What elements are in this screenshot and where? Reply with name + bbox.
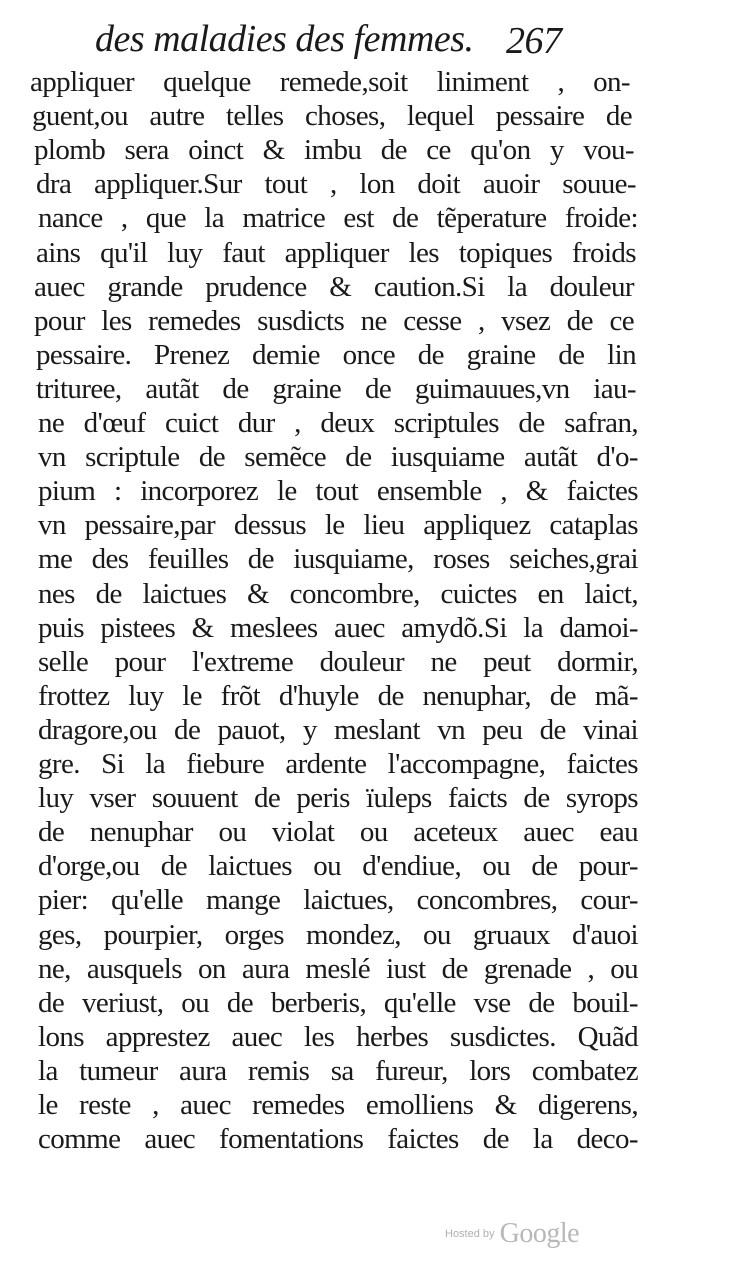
text-line: vn scriptule de semẽce de iusquiame autãt d'o-	[38, 441, 638, 474]
text-line: ains qu'il luy faut appliquer les topiques froids	[36, 236, 636, 269]
watermark-prefix: Hosted by	[445, 1228, 495, 1240]
text-line: pour les remedes susdicts ne cesse , vsez de ce	[34, 304, 634, 337]
page-number: 267	[506, 20, 562, 62]
text-line: selle pour l'extreme douleur ne peut dormir,	[38, 645, 638, 678]
text-line: nes de laictues & concombre, cuictes en laict,	[38, 577, 638, 610]
text-line: dra appliquer.Sur tout , lon doit auoir souue-	[36, 168, 636, 201]
text-line: nance , que la matrice est de tẽperature froide:	[38, 202, 638, 235]
text-line: auec grande prudence & caution.Si la douleur	[34, 270, 634, 303]
text-line: appliquer quelque remede,soit liniment , on-	[30, 66, 630, 98]
text-line: gre. Si la fiebure ardente l'accompagne, faictes	[38, 748, 638, 780]
text-line: pier: qu'elle mange laictues, concombres, cour-	[38, 884, 638, 917]
text-line: pessaire. Prenez demie once de graine de lin	[36, 338, 636, 371]
text-line: lons apprestez auec les herbes susdictes. Quãd	[38, 1020, 638, 1053]
text-line: vn pessaire,par dessus le lieu appliquez cataplas	[38, 509, 638, 542]
text-line: puis pistees & meslees auec amydõ.Si la damoi-	[38, 611, 638, 644]
text-line: la tumeur aura remis sa fureur, lors combatez	[38, 1054, 638, 1087]
google-logo-icon: Google	[499, 1218, 580, 1249]
text-line: d'orge,ou de laictues ou d'endiue, ou de pour-	[38, 850, 638, 883]
google-watermark	[445, 1218, 605, 1254]
text-line: plomb sera oinct & imbu de ce qu'on y vou-	[34, 134, 634, 167]
text-line: de veriust, ou de berberis, qu'elle vse de bouil-	[38, 986, 638, 1019]
text-line: ne, ausquels on aura meslé iust de grenade , ou	[38, 952, 638, 985]
text-line: luy vser souuent de peris ïuleps faicts de syrops	[38, 782, 638, 815]
text-line: me des feuilles de iusquiame, roses seiches,grai	[38, 543, 638, 576]
running-head: des maladies des femmes.	[95, 18, 474, 60]
text-line: pium : incorporez le tout ensemble , & faictes	[38, 475, 638, 508]
text-line: ne d'œuf cuict dur , deux scriptules de safran,	[38, 407, 638, 439]
text-line: guent,ou autre telles choses, lequel pessaire de	[32, 100, 632, 133]
text-line: comme auec fomentations faictes de la deco-	[38, 1123, 638, 1156]
text-line: trituree, autãt de graine de guimauues,vn iau-	[36, 372, 636, 405]
text-line: dragore,ou de pauot, y meslant vn peu de vinai	[38, 713, 638, 746]
text-line: ges, pourpier, orges mondez, ou gruaux d'auoi	[38, 918, 638, 951]
text-line: de nenuphar ou violat ou aceteux auec eau	[38, 816, 638, 849]
text-line: frottez luy le frõt d'huyle de nenuphar, de mã-	[38, 679, 638, 712]
text-line: le reste , auec remedes emolliens & digerens,	[38, 1089, 638, 1121]
